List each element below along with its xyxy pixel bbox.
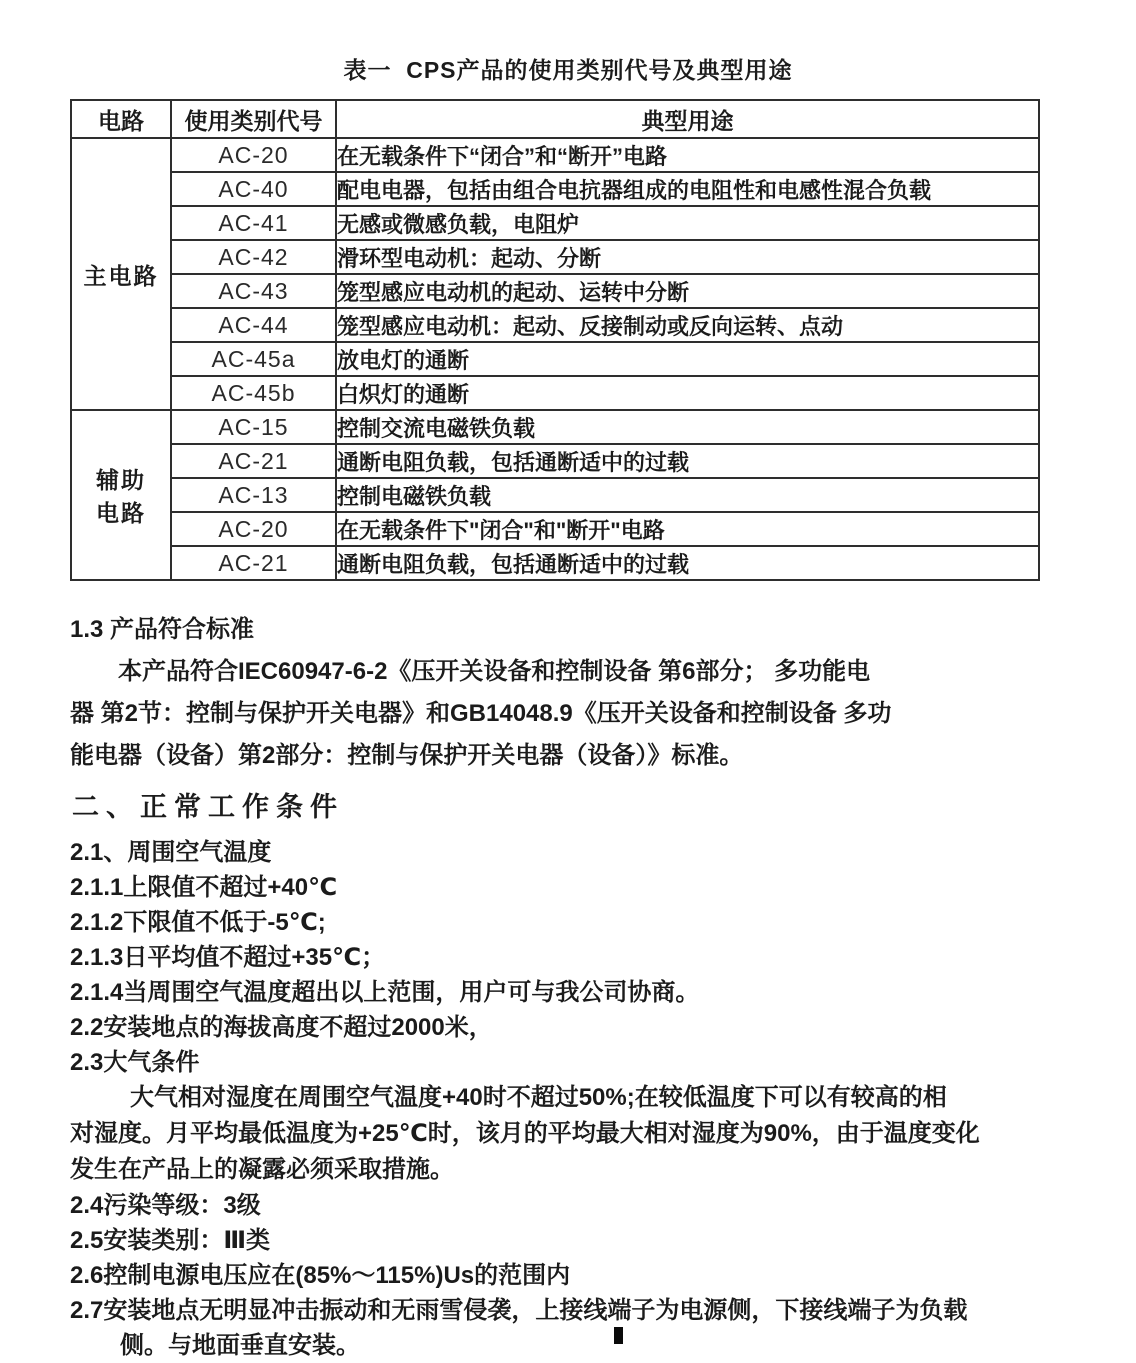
table-row bbox=[71, 206, 1039, 240]
table-header-row bbox=[71, 100, 1039, 138]
usage-desc: 通断电阻负载，包括通断适中的过载 bbox=[336, 546, 1039, 580]
row-group-main-circuit: 主电路 bbox=[71, 138, 171, 410]
table-title: 表一 CPS产品的使用类别代号及典型用途 bbox=[343, 57, 793, 83]
table-row bbox=[71, 240, 1039, 274]
usage-code: AC-45a bbox=[171, 342, 336, 376]
table-row bbox=[71, 308, 1039, 342]
paragraph-line: 器 第2节：控制与保护开关电器》和GB14048.9《压开关设备和控制设备 多功 bbox=[70, 700, 892, 727]
usage-desc: 在无载条件下"闭合"和"断开"电路 bbox=[336, 512, 1039, 546]
table-row bbox=[71, 512, 1039, 546]
header-circuit: 电路 bbox=[71, 100, 171, 138]
condition-item-2-1-4: 2.1.4当周围空气温度超出以上范围，用户可与我公司协商。 bbox=[70, 979, 700, 1006]
usage-code: AC-21 bbox=[171, 444, 336, 478]
condition-item-2-7: 2.7安装地点无明显冲击振动和无雨雪侵袭，上接线端子为电源侧，下接线端子为负载 bbox=[70, 1297, 968, 1324]
condition-item-2-2: 2.2安装地点的海拔高度不超过2000米， bbox=[70, 1014, 493, 1041]
usage-code: AC-13 bbox=[171, 478, 336, 512]
usage-desc: 配电电器，包括由组合电抗器组成的电阻性和电感性混合负载 bbox=[336, 172, 1039, 206]
usage-desc: 在无载条件下“闭合”和“断开”电路 bbox=[336, 138, 1039, 172]
aux-label-line2: 电路 bbox=[96, 500, 146, 526]
section-1-3-heading: 1.3 产品符合标准 bbox=[70, 616, 255, 643]
atmosphere-paragraph-line: 对湿度。月平均最低温度为+25℃时，该月的平均最大相对湿度为90%，由于温度变化 bbox=[70, 1120, 980, 1147]
condition-item-2-1-3: 2.1.3日平均值不超过+35℃； bbox=[70, 944, 386, 971]
header-code: 使用类别代号 bbox=[171, 100, 336, 138]
atmosphere-paragraph-line: 发生在产品上的凝露必须采取措施。 bbox=[70, 1156, 454, 1183]
usage-code: AC-43 bbox=[171, 274, 336, 308]
table-row bbox=[71, 478, 1039, 512]
usage-desc: 控制电磁铁负载 bbox=[336, 478, 1039, 512]
table-row bbox=[71, 342, 1039, 376]
usage-category-table bbox=[70, 99, 1040, 581]
table-row bbox=[71, 546, 1039, 580]
table-row bbox=[71, 376, 1039, 410]
condition-item-2-3: 2.3大气条件 bbox=[70, 1049, 200, 1076]
paragraph-line: 本产品符合IEC60947-6-2《压开关设备和控制设备 第6部分； 多功能电 bbox=[118, 658, 871, 685]
usage-code: AC-21 bbox=[171, 546, 336, 580]
usage-desc: 滑环型电动机：起动、分断 bbox=[336, 240, 1039, 274]
condition-item-2-6: 2.6控制电源电压应在(85%～115%)Us的范围内 bbox=[70, 1262, 571, 1289]
usage-desc: 笼型感应电动机的起动、运转中分断 bbox=[336, 274, 1039, 308]
condition-item-2-1-2: 2.1.2下限值不低于-5℃; bbox=[70, 909, 326, 936]
usage-code: AC-44 bbox=[171, 308, 336, 342]
condition-item-2-1-1: 2.1.1上限值不超过+40℃ bbox=[70, 874, 338, 901]
row-group-aux-circuit bbox=[71, 410, 171, 580]
section-2-heading: 二、正常工作条件 bbox=[72, 792, 344, 822]
usage-desc: 放电灯的通断 bbox=[336, 342, 1039, 376]
aux-label-line1: 辅助 bbox=[96, 467, 146, 493]
condition-item-2-5: 2.5安装类别：Ⅲ类 bbox=[70, 1227, 271, 1254]
usage-code: AC-41 bbox=[171, 206, 336, 240]
usage-code: AC-20 bbox=[171, 512, 336, 546]
usage-code: AC-45b bbox=[171, 376, 336, 410]
table-row bbox=[71, 138, 1039, 172]
usage-desc: 控制交流电磁铁负载 bbox=[336, 410, 1039, 444]
table-row bbox=[71, 444, 1039, 478]
usage-desc: 笼型感应电动机：起动、反接制动或反向运转、点动 bbox=[336, 308, 1039, 342]
usage-desc: 无感或微感负载，电阻炉 bbox=[336, 206, 1039, 240]
usage-desc: 白炽灯的通断 bbox=[336, 376, 1039, 410]
usage-desc: 通断电阻负载，包括通断适中的过载 bbox=[336, 444, 1039, 478]
table-row bbox=[71, 410, 1039, 444]
paragraph-line: 能电器（设备）第2部分：控制与保护开关电器（设备）》标准。 bbox=[70, 742, 744, 769]
usage-code: AC-40 bbox=[171, 172, 336, 206]
table-row bbox=[71, 172, 1039, 206]
condition-item-2-7-continued: 侧。与地面垂直安装。 bbox=[120, 1332, 360, 1359]
section-1-3-paragraph bbox=[70, 651, 1080, 777]
condition-item-2-4: 2.4污染等级：3级 bbox=[70, 1192, 261, 1219]
header-usage: 典型用途 bbox=[336, 100, 1039, 138]
usage-code: AC-15 bbox=[171, 410, 336, 444]
usage-code: AC-20 bbox=[171, 138, 336, 172]
atmosphere-paragraph-line: 大气相对湿度在周围空气温度+40时不超过50%;在较低温度下可以有较高的相 bbox=[130, 1084, 947, 1111]
usage-code: AC-42 bbox=[171, 240, 336, 274]
working-conditions-list bbox=[70, 835, 1086, 1363]
condition-item-2-1: 2.1、周围空气温度 bbox=[70, 839, 272, 866]
table-row bbox=[71, 274, 1039, 308]
page-footer-mark bbox=[614, 1327, 623, 1344]
